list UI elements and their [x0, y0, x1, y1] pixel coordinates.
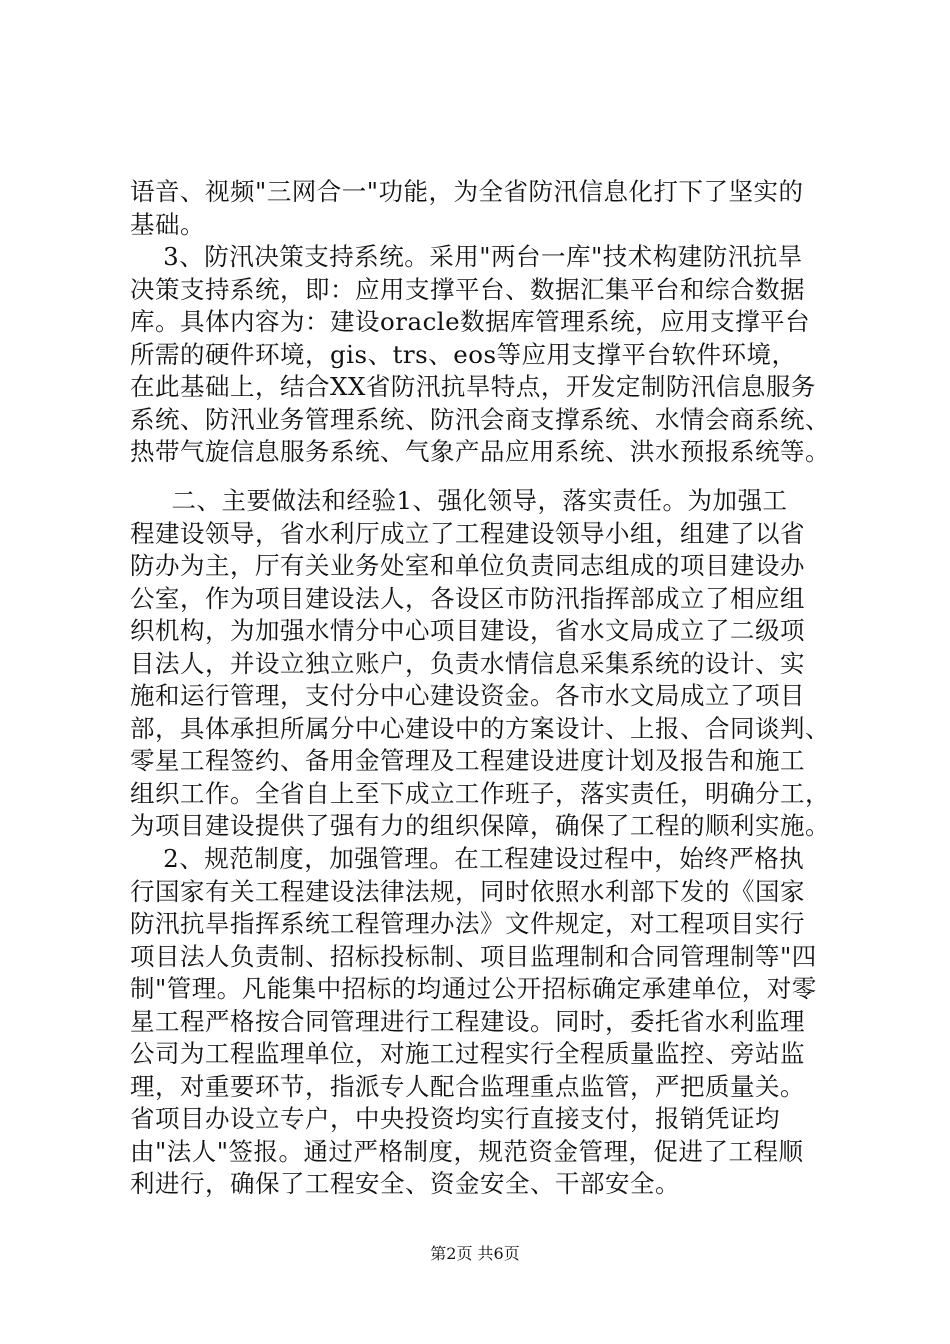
text-line: 系统、防汛业务管理系统、防汛会商支撑系统、水情会商系统、	[130, 404, 830, 434]
text-line: 制"管理。凡能集中招标的均通过公开招标确定承建单位，对零	[130, 974, 817, 1003]
text-line: 理，对重要环节，指派专人配合监理重点监管，严把质量关。	[130, 1071, 805, 1101]
text-line: 基础。	[130, 209, 205, 239]
text-line: 程建设领导，省水利厅成立了工程建设领导小组，组建了以省	[130, 518, 805, 548]
text-line: 语音、视频"三网合一"功能，为全省防汛信息化打下了坚实的	[130, 177, 804, 206]
text-line: 为项目建设提供了强有力的组织保障，确保了工程的顺利实施。	[130, 811, 830, 840]
text-line: 所需的硬件环境，gis、trs、eos等应用支撑平台软件环境，	[130, 339, 797, 369]
page-number-footer: 第2页 共6页	[430, 1244, 520, 1263]
text-line: 目法人，并设立独立账户，负责水情信息采集系统的设计、实	[130, 648, 805, 678]
text-line: 热带气旋信息服务系统、气象产品应用系统、洪水预报系统等。	[130, 437, 830, 466]
text-line: 库。具体内容为：建设oracle数据库管理系统，应用支撑平台	[130, 307, 811, 336]
text-line: 星工程严格按合同管理进行工程建设。同时，委托省水利监理	[130, 1006, 805, 1036]
text-line: 二、主要做法和经验1、强化领导，落实责任。为加强工	[130, 486, 788, 515]
text-line: 利进行，确保了工程安全、资金安全、干部安全。	[130, 1169, 680, 1198]
text-line: 项目法人负责制、招标投标制、项目监理制和合同管理制等"四	[130, 941, 817, 971]
text-line: 公室，作为项目建设法人，各设区市防汛指挥部成立了相应组	[130, 583, 805, 613]
text-line: 3、防汛决策支持系统。采用"两台一库"技术构建防汛抗旱	[130, 242, 803, 271]
paragraph-2	[130, 485, 850, 843]
text-line: 公司为工程监理单位，对施工过程实行全程质量监控、旁站监	[130, 1039, 805, 1068]
text-line: 行国家有关工程建设法律法规，同时依照水利部下发的《国家	[130, 876, 805, 906]
text-line: 组织工作。全省自上至下成立工作班子，落实责任，明确分工，	[130, 778, 830, 808]
text-line: 防办为主，厅有关业务处室和单位负责同志组成的项目建设办	[130, 551, 805, 580]
text-line: 零星工程签约、备用金管理及工程建设进度计划及报告和施工	[130, 746, 805, 775]
text-line: 由"法人"签报。通过严格制度，规范资金管理，促进了工程顺	[130, 1136, 804, 1166]
text-line: 省项目办设立专户，中央投资均实行直接支付，报销凭证均	[130, 1104, 780, 1133]
paragraph-3	[130, 843, 850, 1201]
text-line: 防汛抗旱指挥系统工程管理办法》文件规定，对工程项目实行	[130, 909, 805, 938]
text-line: 2、规范制度，加强管理。在工程建设过程中，始终严格执	[130, 844, 805, 873]
text-line: 施和运行管理，支付分中心建设资金。各市水文局成立了项目	[130, 681, 805, 710]
text-line: 部，具体承担所属分中心建设中的方案设计、上报、合同谈判、	[130, 713, 830, 743]
text-line: 决策支持系统，即：应用支撑平台、数据汇集平台和综合数据	[130, 274, 805, 304]
text-line: 在此基础上，结合XX省防汛抗旱特点，开发定制防汛信息服务	[130, 372, 816, 401]
text-line: 织机构，为加强水情分中心项目建设，省水文局成立了二级项	[130, 616, 805, 645]
paragraph-1	[130, 176, 850, 469]
